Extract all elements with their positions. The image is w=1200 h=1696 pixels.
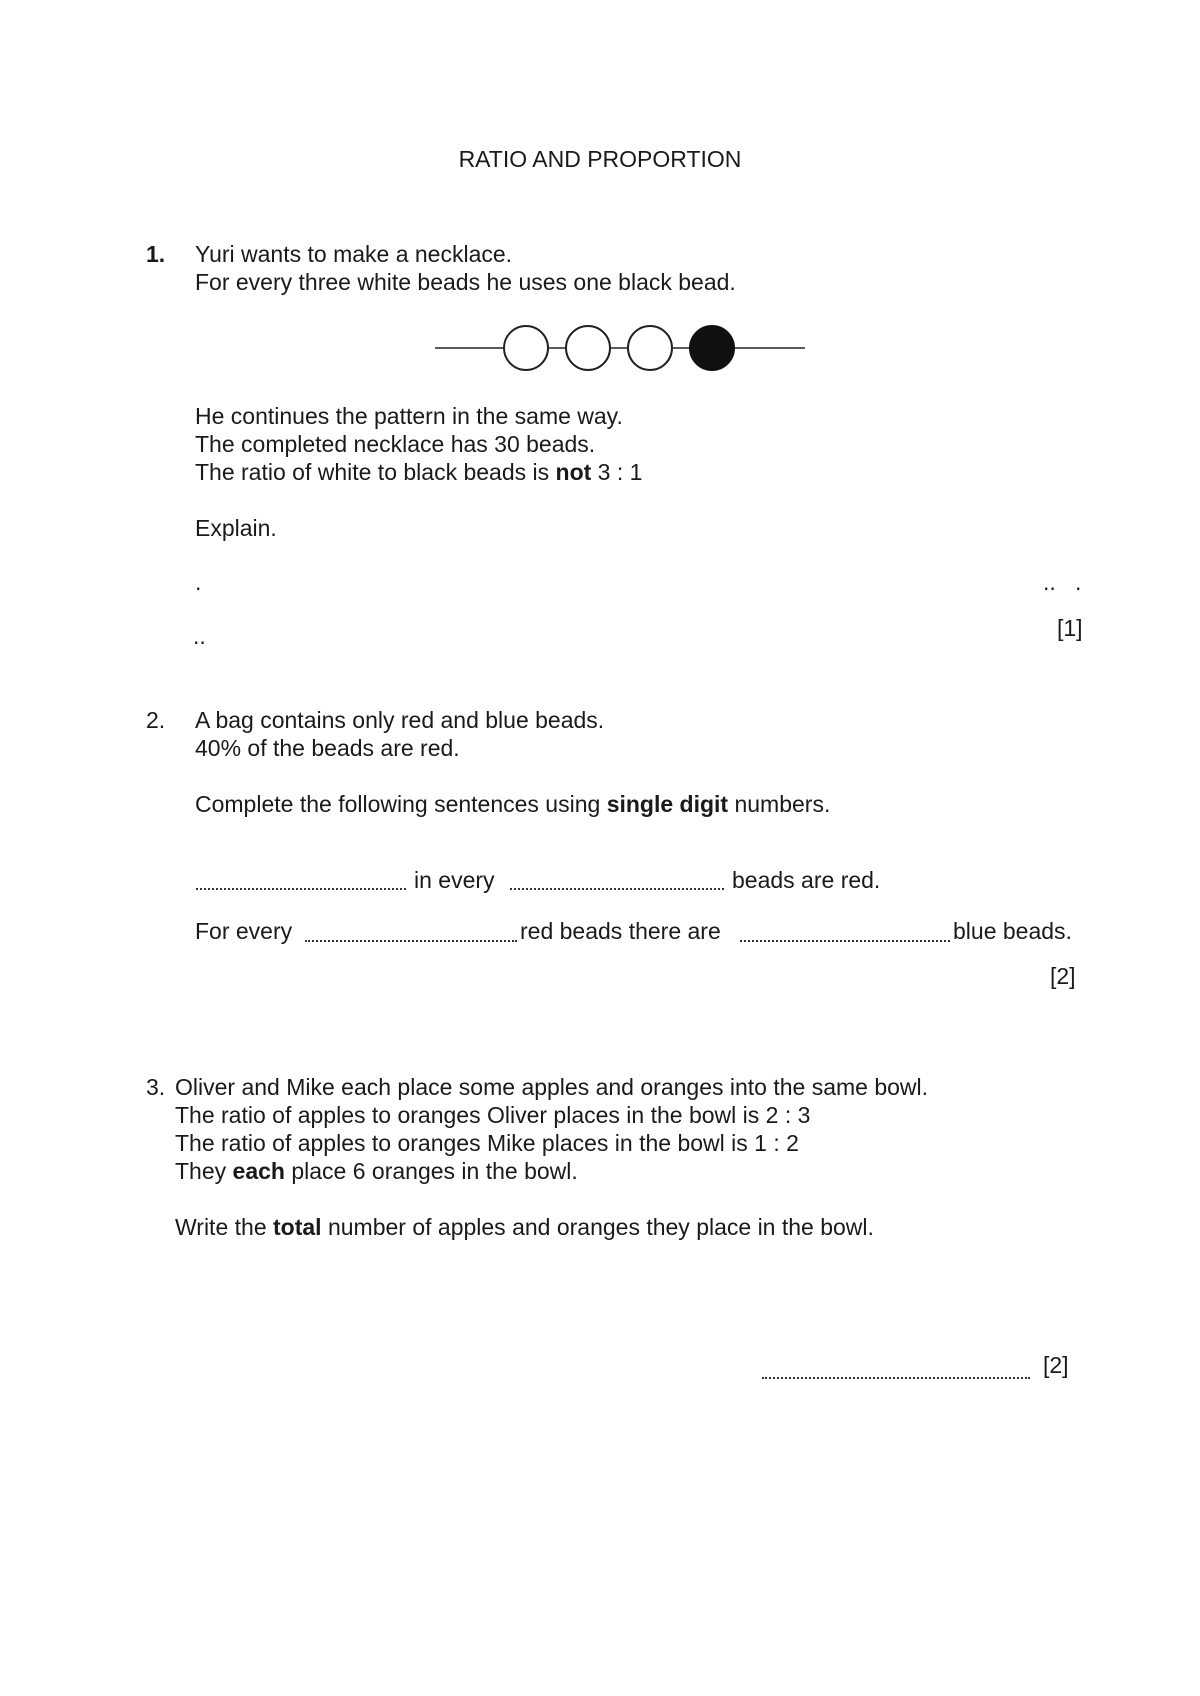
question-2-number: 2. [146,707,166,733]
q1-line-1: Yuri wants to make a necklace. [195,241,513,267]
answer-blank-4[interactable] [740,940,950,942]
answer-line-mark: .. [193,623,206,649]
white-bead [628,326,672,370]
q2-s2-end: blue beads. [953,918,1072,944]
q3-marks: [2] [1043,1352,1069,1378]
q2-s1-mid: in every [414,867,495,893]
q1-line-2: For every three white beads he uses one black bead. [195,269,736,295]
answer-blank-3[interactable] [305,940,517,942]
q3-line-5: Write the total number of apples and oranges they place in the bowl. [175,1214,874,1240]
q2-s2-mid: red beads there are [520,918,721,944]
q1-line-3: He continues the pattern in the same way. [195,403,623,429]
q3-line-2: The ratio of apples to oranges Oliver places in the bowl is 2 : 3 [175,1102,811,1128]
necklace-diagram [430,320,810,376]
answer-blank-total[interactable] [762,1377,1030,1379]
q1-prompt: Explain. [195,515,277,541]
q2-marks: [2] [1050,963,1076,989]
white-bead [566,326,610,370]
q2-line-1: A bag contains only red and blue beads. [195,707,605,733]
q2-s2-start: For every [195,918,293,944]
page-title: RATIO AND PROPORTION [458,146,742,172]
answer-line-mark: . [195,569,202,595]
white-bead [504,326,548,370]
black-bead [690,326,734,370]
q2-line-3: Complete the following sentences using single digit numbers. [195,791,831,817]
q3-line-4: They each place 6 oranges in the bowl. [175,1158,578,1184]
q3-line-1: Oliver and Mike each place some apples and oranges into the same bowl. [175,1074,929,1100]
q2-line-2: 40% of the beads are red. [195,735,460,761]
answer-blank-2[interactable] [510,888,724,890]
q1-marks: [1] [1057,615,1083,641]
q1-line-5: The ratio of white to black beads is not 3 : 1 [195,459,643,485]
answer-blank-1[interactable] [196,888,406,890]
q3-line-3: The ratio of apples to oranges Mike places in the bowl is 1 : 2 [175,1130,799,1156]
answer-line-mark: .. . [1043,569,1082,595]
question-1-number: 1. [146,241,166,267]
q2-s1-end: beads are red. [732,867,881,893]
q1-line-4: The completed necklace has 30 beads. [195,431,596,457]
question-3-number: 3. [146,1074,166,1100]
